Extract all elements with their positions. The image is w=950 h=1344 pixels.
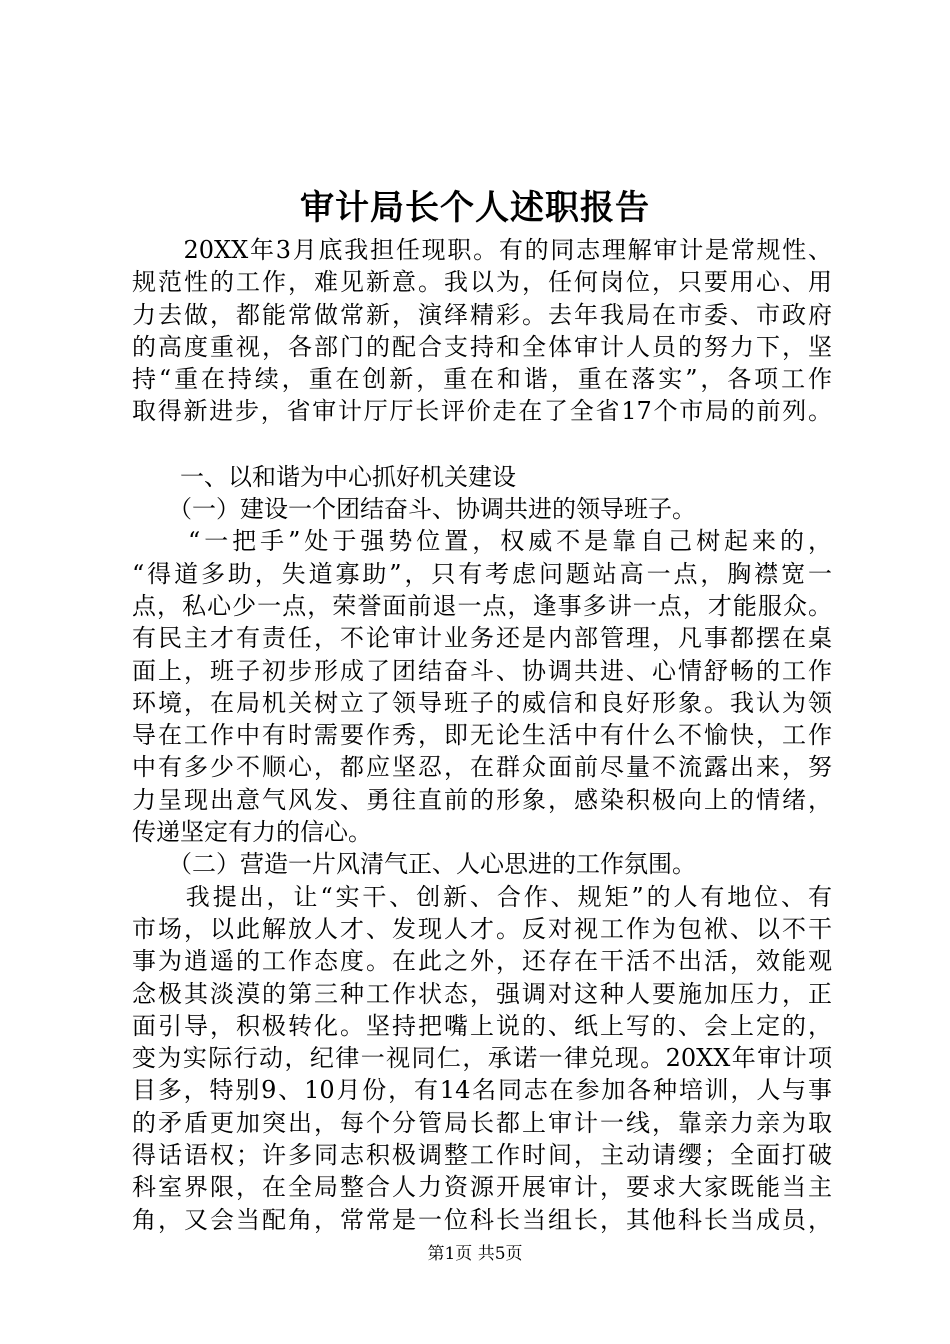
paragraph-line: 中有多少不顺心，都应坚忍，在群众面前尽量不流露出来，努 — [132, 753, 832, 782]
paragraph-line: “一把手”处于强势位置，权威不是靠自己树起来的， — [132, 527, 832, 556]
document-body — [132, 234, 832, 1236]
subsection-heading: （二）营造一片风清气正、人心思进的工作氛围。 — [132, 850, 696, 879]
paragraph-line: 科室界限，在全局整合人力资源开展审计，要求大家既能当主 — [132, 1173, 832, 1202]
paragraph-line: 角，又会当配角，常常是一位科长当组长，其他科长当成员， — [132, 1205, 832, 1234]
paragraph-line: 20XX年3月底我担任现职。有的同志理解审计是常规性、 — [132, 236, 832, 264]
paragraph-line: 得话语权；许多同志积极调整工作时间，主动请缨；全面打破 — [132, 1141, 832, 1170]
section-heading: 一、以和谐为中心抓好机关建设 — [132, 462, 516, 491]
paragraph-line: 规范性的工作，难见新意。我以为，任何岗位，只要用心、用 — [132, 268, 832, 297]
page-footer: 第1页 共5页 — [427, 1244, 523, 1264]
paragraph-line: 面上，班子初步形成了团结奋斗、协调共进、心情舒畅的工作 — [132, 656, 832, 685]
paragraph-line: 念极其淡漠的第三种工作状态，强调对这种人要施加压力，正 — [132, 979, 832, 1008]
document-title: 审计局长个人述职报告 — [300, 188, 650, 228]
paragraph-line: 力去做，都能常做常新，演绎精彩。去年我局在市委、市政府 — [132, 300, 832, 329]
paragraph-line: 环境，在局机关树立了领导班子的威信和良好形象。我认为领 — [132, 688, 832, 717]
paragraph-line: 持“重在持续，重在创新，重在和谐，重在落实”，各项工作 — [132, 365, 832, 394]
paragraph-line: 目多，特别9、10月份，有14名同志在参加各种培训，人与事 — [132, 1076, 832, 1105]
paragraph-line: 力呈现出意气风发、勇往直前的形象，感染积极向上的情绪， — [132, 785, 832, 814]
paragraph-line: 市场，以此解放人才、发现人才。反对视工作为包袱、以不干 — [132, 914, 832, 943]
paragraph-line: 取得新进步，省审计厅厅长评价走在了全省17个市局的前列。 — [132, 397, 832, 426]
paragraph-line: 的高度重视，各部门的配合支持和全体审计人员的努力下，坚 — [132, 332, 832, 361]
paragraph-line: 事为逍遥的工作态度。在此之外，还存在干活不出活，效能观 — [132, 947, 832, 976]
paragraph-line: 有民主才有责任，不论审计业务还是内部管理，凡事都摆在桌 — [132, 624, 832, 653]
paragraph-line: “得道多助，失道寡助”，只有考虑问题站高一点，胸襟宽一 — [132, 559, 832, 588]
subsection-heading: （一）建设一个团结奋斗、协调共进的领导班子。 — [132, 495, 696, 524]
paragraph-line: 导在工作中有时需要作秀，即无论生活中有什么不愉快，工作 — [132, 721, 832, 750]
paragraph-line: 变为实际行动，纪律一视同仁，承诺一律兑现。20XX年审计项 — [132, 1044, 832, 1073]
paragraph-line: 点，私心少一点，荣誉面前退一点，逢事多讲一点，才能服众。 — [132, 591, 832, 620]
paragraph-line: 我提出，让“实干、创新、合作、规矩”的人有地位、有 — [132, 882, 832, 911]
paragraph-line: 的矛盾更加突出，每个分管局长都上审计一线，靠亲力亲为取 — [132, 1108, 832, 1137]
paragraph-line: 面引导，积极转化。坚持把嘴上说的、纸上写的、会上定的， — [132, 1011, 832, 1040]
paragraph-line: 传递坚定有力的信心。 — [132, 818, 372, 847]
paragraph-gap — [132, 428, 832, 461]
